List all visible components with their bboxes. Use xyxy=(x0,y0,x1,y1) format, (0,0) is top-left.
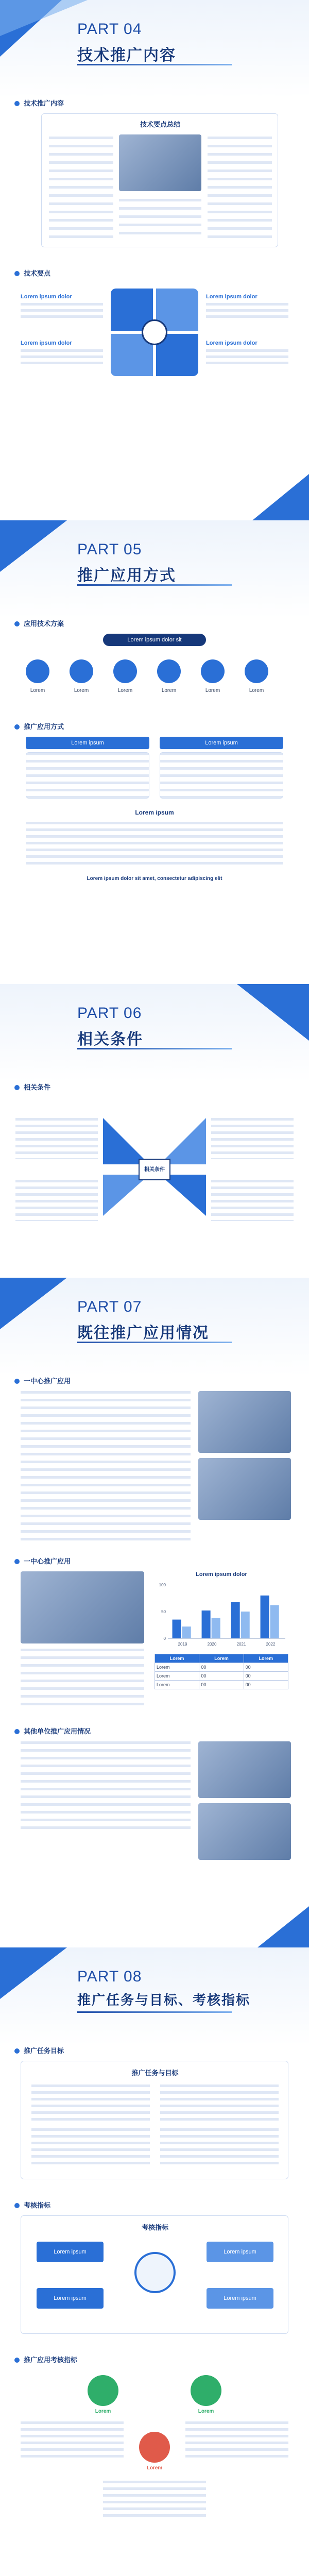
part08-title: 推广任务与目标、考核指标 xyxy=(77,1992,251,2008)
part04-number: PART 04 xyxy=(77,21,142,38)
part04-item-3 xyxy=(21,340,103,371)
card2-right-label: Lorem ipsum xyxy=(207,2288,273,2309)
part06-title: 相关条件 xyxy=(77,1031,143,1048)
table-header: Lorem xyxy=(155,1654,199,1663)
part08-card1 xyxy=(21,2061,288,2179)
y-tick-label: 0 xyxy=(163,1636,166,1641)
part05-box-b: Lorem ipsum xyxy=(160,737,283,749)
arrow-shape xyxy=(160,1118,206,1164)
part07-photo-1 xyxy=(198,1391,291,1453)
part04-item-2 xyxy=(206,294,288,325)
diagram-node-green xyxy=(191,2375,221,2406)
item-label: Lorem ipsum dolor xyxy=(206,340,258,346)
bar xyxy=(202,1611,211,1638)
part05-pill: Lorem ipsum dolor sit xyxy=(103,634,206,646)
part07-chart-title: Lorem ipsum dolor xyxy=(196,1571,247,1578)
card2-left-label: Lorem ipsum xyxy=(37,2242,104,2262)
item-text xyxy=(21,303,103,321)
part06-center-label: 相关条件 xyxy=(144,1167,165,1173)
item-label: Lorem ipsum dolor xyxy=(21,340,72,346)
part05-sub2: 推广应用方式 xyxy=(14,721,64,731)
decor-triangle xyxy=(252,474,309,520)
part07-chart xyxy=(154,1582,288,1649)
item-text xyxy=(206,303,288,321)
diagram-label: Lorem xyxy=(146,2465,163,2471)
part04-sub2: 技术要点 xyxy=(14,268,50,278)
item-text xyxy=(206,349,288,368)
card2-left-label: Lorem ipsum xyxy=(37,2288,104,2309)
part04-photo xyxy=(119,134,201,191)
part06-underline xyxy=(77,1048,232,1049)
part07-text-3 xyxy=(21,1741,191,1834)
part04-card-text-right xyxy=(208,137,272,240)
card1-box-left2 xyxy=(31,2128,150,2164)
table-cell: 00 xyxy=(199,1672,244,1681)
card2-center-icon xyxy=(134,2252,176,2293)
part05-text-a xyxy=(26,752,149,799)
icon-3 xyxy=(113,659,137,683)
part05-section xyxy=(0,520,309,984)
part08-sub1: 推广任务目标 xyxy=(14,2045,64,2055)
x-tick-label: 2021 xyxy=(236,1642,246,1647)
bar xyxy=(261,1596,269,1638)
part04-sub1: 技术推广内容 xyxy=(14,98,64,108)
table-cell: 00 xyxy=(244,1663,288,1672)
table-header: Lorem xyxy=(199,1654,244,1663)
icon-5 xyxy=(201,659,225,683)
diagram-node-red xyxy=(139,2432,170,2463)
icon-6 xyxy=(245,659,268,683)
bar xyxy=(212,1618,220,1638)
diagram-text xyxy=(103,2481,206,2517)
part07-section xyxy=(0,1278,309,1947)
x-tick-label: 2020 xyxy=(207,1642,217,1647)
arrow-shape xyxy=(103,1175,149,1216)
arrow-shape xyxy=(160,1175,206,1216)
part04-puzzle xyxy=(111,289,198,376)
part08-number: PART 08 xyxy=(77,1968,142,1985)
y-tick-label: 50 xyxy=(161,1609,166,1614)
table-cell: 00 xyxy=(199,1681,244,1689)
decor-triangle xyxy=(0,1278,67,1329)
icon-label: Lorem xyxy=(205,688,220,693)
part08-sub3: 推广应用考核指标 xyxy=(14,2354,77,2364)
part06-text-tl xyxy=(15,1118,98,1159)
x-tick-label: 2022 xyxy=(266,1642,276,1647)
part06-section xyxy=(0,984,309,1278)
table-row xyxy=(155,1663,288,1672)
icon-1 xyxy=(26,659,49,683)
bar xyxy=(231,1602,240,1638)
part07-sub1: 一中心推广应用 xyxy=(14,1376,71,1385)
part04-item-4 xyxy=(206,340,288,371)
icon-4 xyxy=(157,659,181,683)
card1-box-right2 xyxy=(160,2128,279,2164)
part04-title: 技术推广内容 xyxy=(77,47,176,64)
item-label: Lorem ipsum dolor xyxy=(21,294,72,300)
part07-title: 既往推广应用情况 xyxy=(77,1325,209,1342)
part06-sub1: 相关条件 xyxy=(14,1082,50,1092)
part07-photo-4 xyxy=(198,1741,291,1798)
part04-section xyxy=(0,0,309,520)
part07-sub2: 一中心推广应用 xyxy=(14,1556,71,1566)
table-cell: Lorem xyxy=(155,1663,199,1672)
diagram-label: Lorem xyxy=(95,2409,111,2414)
part04-card-text-left xyxy=(49,137,113,240)
icon-label: Lorem xyxy=(161,688,177,693)
bar xyxy=(173,1620,181,1638)
decor-triangle xyxy=(0,1947,67,1999)
table-cell: 00 xyxy=(244,1681,288,1689)
part04-card-text-bottom xyxy=(119,199,201,240)
part06-text-tr xyxy=(211,1118,294,1159)
part04-card xyxy=(41,113,278,247)
table-row xyxy=(155,1672,288,1681)
part07-number: PART 07 xyxy=(77,1298,142,1315)
card1-box-right xyxy=(160,2084,279,2121)
card1-title: 推广任务与目标 xyxy=(131,2069,179,2077)
part05-center-label: Lorem ipsum xyxy=(135,809,174,816)
table-cell: 00 xyxy=(199,1663,244,1672)
part07-table xyxy=(154,1654,288,1689)
part05-footer-note: Lorem ipsum dolor sit amet, consectetur adipiscing elit xyxy=(87,876,222,882)
part07-photo-2 xyxy=(198,1458,291,1520)
part05-icon-row xyxy=(21,659,288,706)
part07-text-1 xyxy=(21,1391,191,1546)
table-cell: 00 xyxy=(244,1672,288,1681)
icon-label: Lorem xyxy=(117,688,133,693)
icon-label: Lorem xyxy=(30,688,45,693)
part08-sub2: 考核指标 xyxy=(14,2200,50,2210)
item-text xyxy=(21,349,103,368)
bar xyxy=(270,1605,279,1638)
diagram-label: Lorem xyxy=(198,2409,214,2414)
part08-card2 xyxy=(21,2215,288,2334)
part05-text-b xyxy=(160,752,283,799)
bar xyxy=(182,1626,191,1638)
diagram-text xyxy=(185,2421,288,2458)
card2-right-label: Lorem ipsum xyxy=(207,2242,273,2262)
table-header: Lorem xyxy=(244,1654,288,1663)
icon-2 xyxy=(70,659,93,683)
part04-item-1 xyxy=(21,294,103,325)
icon-label: Lorem xyxy=(249,688,264,693)
table-cell: Lorem xyxy=(155,1681,199,1689)
decor-triangle xyxy=(0,0,88,36)
decor-triangle xyxy=(237,984,309,1041)
y-tick-label: 100 xyxy=(159,1583,166,1587)
puzzle-center-icon xyxy=(142,319,167,345)
item-label: Lorem ipsum dolor xyxy=(206,294,258,300)
diagram-text xyxy=(21,2421,124,2458)
diagram-node-green xyxy=(88,2375,118,2406)
part05-sub1: 应用技术方案 xyxy=(14,618,64,628)
part07-photo-5 xyxy=(198,1803,291,1860)
part05-diagram xyxy=(26,822,283,868)
icon-label: Lorem xyxy=(74,688,89,693)
card2-title: 考核指标 xyxy=(141,2224,168,2231)
table-cell: Lorem xyxy=(155,1672,199,1681)
part05-underline xyxy=(77,584,232,586)
x-tick-label: 2019 xyxy=(178,1642,187,1647)
part05-box-a: Lorem ipsum xyxy=(26,737,149,749)
decor-triangle xyxy=(258,1906,309,1947)
part08-underline xyxy=(77,2011,232,2013)
arrow-shape xyxy=(103,1118,149,1164)
part07-sub3: 其他单位推广应用情况 xyxy=(14,1726,91,1736)
part07-text-2 xyxy=(21,1649,144,1705)
decor-triangle xyxy=(0,520,67,572)
part08-diagram xyxy=(21,2370,288,2535)
part04-underline xyxy=(77,64,232,65)
part06-text-br xyxy=(211,1180,294,1221)
card1-box-left xyxy=(31,2084,150,2121)
part06-text-bl xyxy=(15,1180,98,1221)
part07-photo-3 xyxy=(21,1571,144,1643)
part06-number: PART 06 xyxy=(77,1005,142,1022)
part04-card-title: 技术要点总结 xyxy=(140,121,180,128)
table-row xyxy=(155,1681,288,1689)
bar xyxy=(241,1612,250,1638)
part08-section xyxy=(0,1947,309,2576)
part07-underline xyxy=(77,1342,232,1343)
part05-title: 推广应用方式 xyxy=(77,567,176,584)
part05-number: PART 05 xyxy=(77,541,142,558)
